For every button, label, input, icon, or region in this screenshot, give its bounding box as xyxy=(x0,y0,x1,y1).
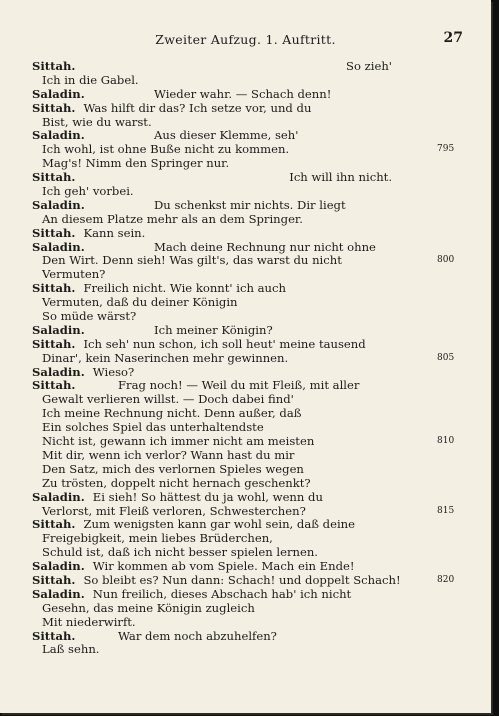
line-number: 815 xyxy=(437,505,455,516)
verse-lines xyxy=(32,60,460,657)
verse-line xyxy=(32,199,460,213)
verse-line xyxy=(32,421,460,435)
verse-line xyxy=(32,324,460,338)
line-number: 795 xyxy=(437,144,455,155)
verse-line xyxy=(32,366,460,380)
verse-text: Zum wenigsten kann gar wohl sein, daß deine xyxy=(83,517,355,532)
running-header: Zweiter Aufzug. 1. Auftritt. xyxy=(155,32,336,47)
verse-text: Verlorst, mit Fleiß verloren, Schwesterchen? xyxy=(42,503,306,518)
verse-line xyxy=(32,546,460,560)
speaker-name: Saladin. xyxy=(32,239,85,254)
verse-text: Den Wirt. Denn sieh! Was gilt's, das warst du nicht xyxy=(42,253,342,268)
verse-line xyxy=(32,574,460,588)
verse-text: Bist, wie du warst. xyxy=(42,114,152,129)
speaker-name: Sittah. xyxy=(32,517,76,532)
verse-text: Was hilft dir das? Ich setze vor, und du xyxy=(83,100,312,115)
verse-text: Ich meiner Königin? xyxy=(154,322,273,337)
verse-text: Schuld ist, daß ich nicht besser spielen lernen. xyxy=(42,545,318,560)
verse-line xyxy=(32,157,460,171)
verse-line xyxy=(32,602,460,616)
verse-line xyxy=(32,171,460,185)
verse-line xyxy=(32,254,460,268)
speaker-name: Saladin. xyxy=(32,86,85,101)
verse-text: Mit dir, wenn ich verlor? Wann hast du mir xyxy=(42,447,295,462)
line-number: 805 xyxy=(437,352,455,363)
verse-line xyxy=(32,74,460,88)
speaker-name: Saladin. xyxy=(32,364,85,379)
verse-line xyxy=(32,505,460,519)
verse-text: Freilich nicht. Wie konnt' ich auch xyxy=(83,281,286,296)
verse-line xyxy=(32,630,460,644)
verse-line xyxy=(32,282,460,296)
verse-line xyxy=(32,560,460,574)
verse-text: Ich wohl, ist ohne Buße nicht zu kommen. xyxy=(42,142,290,157)
verse-text: Wieder wahr. — Schach denn! xyxy=(154,86,332,101)
verse-line xyxy=(32,241,460,255)
verse-line xyxy=(32,532,460,546)
verse-text: Vermuten, daß du deiner Königin xyxy=(42,295,238,310)
verse-text: Zu trösten, doppelt nicht hernach geschenkt? xyxy=(42,475,311,490)
verse-line xyxy=(32,477,460,491)
verse-line xyxy=(32,643,460,657)
verse-line xyxy=(32,88,460,102)
speaker-name: Sittah. xyxy=(32,572,76,587)
verse-line xyxy=(32,491,460,505)
speaker-name: Sittah. xyxy=(32,225,76,240)
verse-text: War dem noch abzuhelfen? xyxy=(118,628,277,643)
line-number: 820 xyxy=(437,574,455,585)
verse-text: Freigebigkeit, mein liebes Brüderchen, xyxy=(42,531,273,546)
verse-line xyxy=(32,116,460,130)
verse-text: Wieso? xyxy=(92,364,135,379)
verse-line xyxy=(32,435,460,449)
verse-text: Frag noch! — Weil du mit Fleiß, mit aller xyxy=(118,378,360,393)
speaker-name: Saladin. xyxy=(32,197,85,212)
speaker-name: Sittah. xyxy=(32,170,76,185)
speaker-name: Saladin. xyxy=(32,559,85,574)
verse-text: Ich will ihn nicht. xyxy=(289,170,392,185)
verse-line xyxy=(32,588,460,602)
verse-text: Mit niederwirft. xyxy=(42,614,136,629)
verse-text: Gewalt verlieren willst. — Doch dabei find' xyxy=(42,392,294,407)
verse-text: Ich geh' vorbei. xyxy=(42,184,134,199)
verse-line xyxy=(32,185,460,199)
speaker-name: Sittah. xyxy=(32,378,76,393)
verse-text: Ein solches Spiel das unterhaltendste xyxy=(42,420,264,435)
verse-text: Den Satz, mich des verlornen Spieles wegen xyxy=(42,461,304,476)
verse-text: Ei sieh! So hättest du ja wohl, wenn du xyxy=(92,489,323,504)
verse-line xyxy=(32,310,460,324)
verse-line xyxy=(32,60,460,74)
verse-text: Ich meine Rechnung nicht. Denn außer, daß xyxy=(42,406,302,421)
speaker-name: Saladin. xyxy=(32,322,85,337)
verse-text: Aus dieser Klemme, seh' xyxy=(154,128,299,143)
verse-line xyxy=(32,129,460,143)
verse-text: Kann sein. xyxy=(83,225,146,240)
verse-line xyxy=(32,379,460,393)
verse-line xyxy=(32,407,460,421)
verse-text: Ich in die Gabel. xyxy=(42,72,139,87)
line-number: 810 xyxy=(437,436,455,447)
verse-text: Wir kommen ab vom Spiele. Mach ein Ende! xyxy=(92,559,355,574)
verse-line xyxy=(32,102,460,116)
verse-line xyxy=(32,268,460,282)
verse-text: Gesehn, das meine Königin zugleich xyxy=(42,600,255,615)
speaker-name: Sittah. xyxy=(32,336,76,351)
verse-text: Dinar', kein Naserinchen mehr gewinnen. xyxy=(42,350,289,365)
verse-text: Nicht ist, gewann ich immer nicht am meisten xyxy=(42,434,315,449)
verse-line xyxy=(32,338,460,352)
verse-line xyxy=(32,227,460,241)
verse-text: Ich seh' nun schon, ich soll heut' meine tausend xyxy=(83,336,366,351)
verse-text: So zieh' xyxy=(346,59,392,73)
verse-line xyxy=(32,518,460,532)
verse-line xyxy=(32,616,460,630)
verse-line xyxy=(32,463,460,477)
page-number: 27 xyxy=(443,30,463,46)
verse-text: Vermuten? xyxy=(42,267,106,282)
verse-line xyxy=(32,143,460,157)
verse-line xyxy=(32,449,460,463)
verse-text: Nun freilich, dieses Abschach hab' ich nicht xyxy=(92,586,352,601)
speaker-name: Sittah. xyxy=(32,628,76,643)
line-number: 800 xyxy=(437,255,455,266)
verse-text: So müde wärst? xyxy=(42,309,137,324)
speaker-name: Sittah. xyxy=(32,281,76,296)
speaker-name: Saladin. xyxy=(32,586,85,601)
verse-text: Mach deine Rechnung nur nicht ohne xyxy=(154,239,376,254)
speaker-name: Sittah. xyxy=(32,59,76,73)
verse-text: An diesem Platze mehr als an dem Springer. xyxy=(42,211,303,226)
speaker-name: Saladin. xyxy=(32,489,85,504)
verse-line xyxy=(32,296,460,310)
verse-text: Laß sehn. xyxy=(42,642,100,657)
verse-line xyxy=(32,213,460,227)
verse-text: Mag's! Nimm den Springer nur. xyxy=(42,156,230,171)
verse-text: Du schenkst mir nichts. Dir liegt xyxy=(154,197,346,212)
speaker-name: Sittah. xyxy=(32,100,76,115)
speaker-name: Saladin. xyxy=(32,128,85,143)
verse-line xyxy=(32,352,460,366)
verse-line xyxy=(32,393,460,407)
verse-text: So bleibt es? Nun dann: Schach! und doppelt Schach! xyxy=(83,572,401,587)
